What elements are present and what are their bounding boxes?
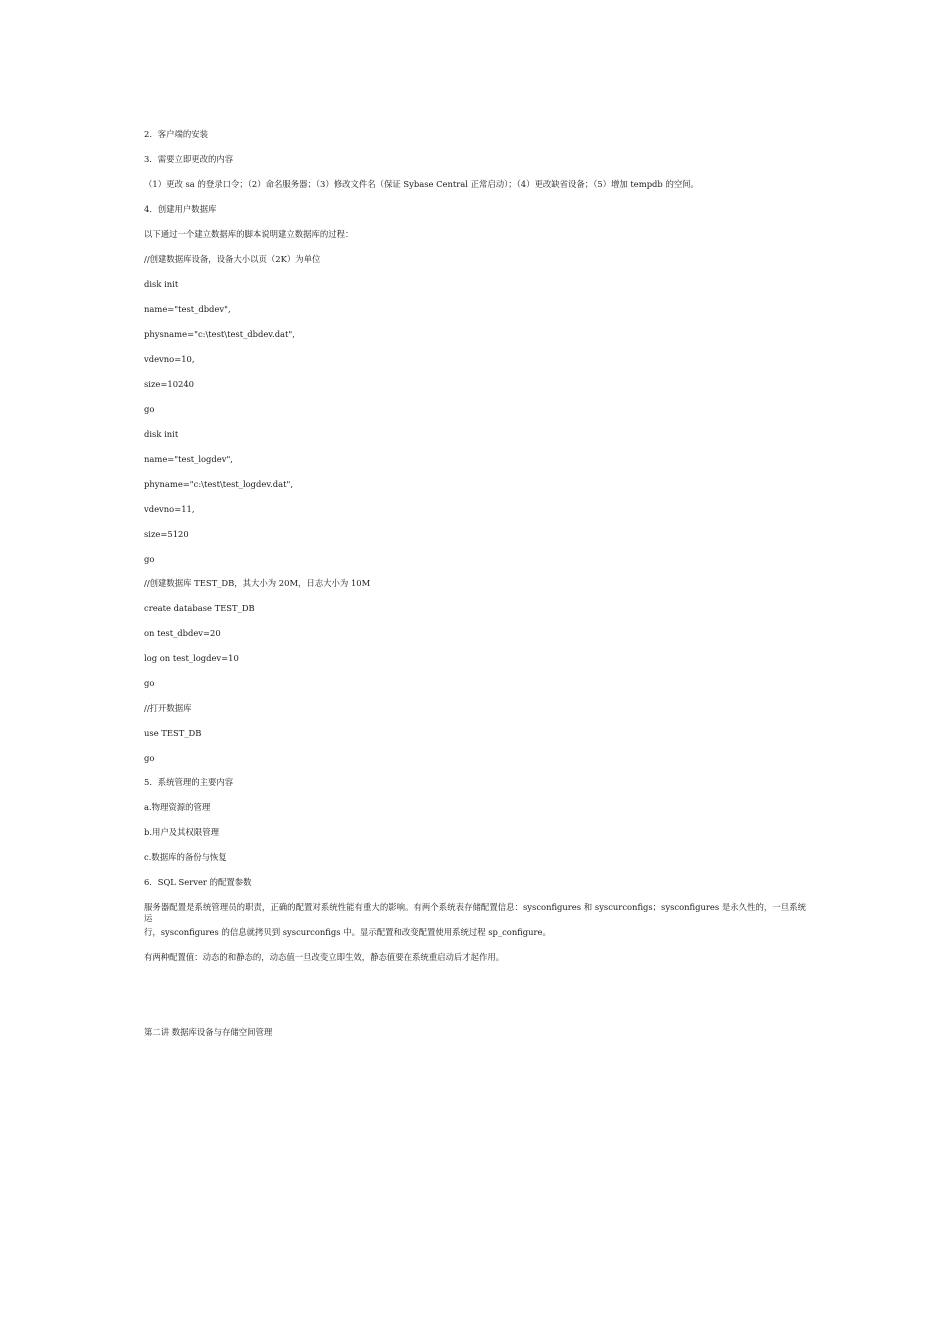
paragraph-config-line-2: 行，sysconfigures 的信息就拷贝到 syscurconfigs 中。显示配置和改变配置使用系统过程 sp_configure。 (144, 927, 551, 937)
code-line: vdevno=10, (144, 354, 195, 364)
code-line: name="test_dbdev", (144, 304, 231, 314)
code-comment-create-database: //创建数据库 TEST_DB，其大小为 20M，日志大小为 10M (144, 578, 371, 588)
heading-client-install: 2．客户端的安装 (144, 129, 208, 139)
list-item: a.物理资源的管理 (144, 802, 211, 812)
code-comment-create-device: //创建数据库设备，设备大小以页（2K）为单位 (144, 254, 321, 264)
heading-config-params: 6．SQL Server 的配置参数 (144, 877, 252, 887)
code-line: disk init (144, 429, 179, 439)
code-line: name="test_logdev", (144, 454, 233, 464)
code-line: size=10240 (144, 379, 195, 389)
paragraph-change-list: （1）更改 sa 的登录口令；（2）命名服务器；（3）修改文件名（保证 Sybase Central 正常启动）；（4）更改缺省设备；（5）增加 tempdb 的空间。 (144, 179, 699, 189)
code-line: size=5120 (144, 529, 189, 539)
paragraph-config-line-1: 服务器配置是系统管理员的职责，正确的配置对系统性能有重大的影响。有两个系统表存储配置信息：sysconfigures 和 syscurconfigs；sysconfigures 是永久性的，一旦系统运 (144, 902, 806, 923)
code-comment-open-database: //打开数据库 (144, 703, 192, 713)
code-line: physname="c:\test\test_dbdev.dat", (144, 329, 295, 339)
paragraph-config-values: 有两种配置值：动态的和静态的，动态值一旦改变立即生效，静态值要在系统重启动后才起作用。 (144, 952, 505, 962)
code-line: disk init (144, 279, 179, 289)
heading-system-management: 5．系统管理的主要内容 (144, 777, 234, 787)
list-item: b.用户及其权限管理 (144, 827, 220, 837)
code-line: go (144, 554, 155, 564)
code-line: go (144, 753, 155, 763)
code-line: go (144, 678, 155, 688)
heading-create-user-db: 4．创建用户数据库 (144, 204, 217, 214)
code-line: use TEST_DB (144, 728, 202, 738)
code-line: create database TEST_DB (144, 603, 255, 613)
code-line: on test_dbdev=20 (144, 628, 221, 638)
heading-immediate-changes: 3．需要立即更改的内容 (144, 154, 234, 164)
code-line: log on test_logdev=10 (144, 653, 239, 663)
code-line: vdevno=11, (144, 504, 195, 514)
code-line: phyname="c:\test\test_logdev.dat", (144, 479, 293, 489)
paragraph-script-intro: 以下通过一个建立数据库的脚本说明建立数据库的过程： (144, 229, 354, 239)
code-line: go (144, 404, 155, 414)
list-item: c.数据库的备份与恢复 (144, 852, 227, 862)
lecture-title: 第二讲 数据库设备与存储空间管理 (144, 1027, 273, 1037)
